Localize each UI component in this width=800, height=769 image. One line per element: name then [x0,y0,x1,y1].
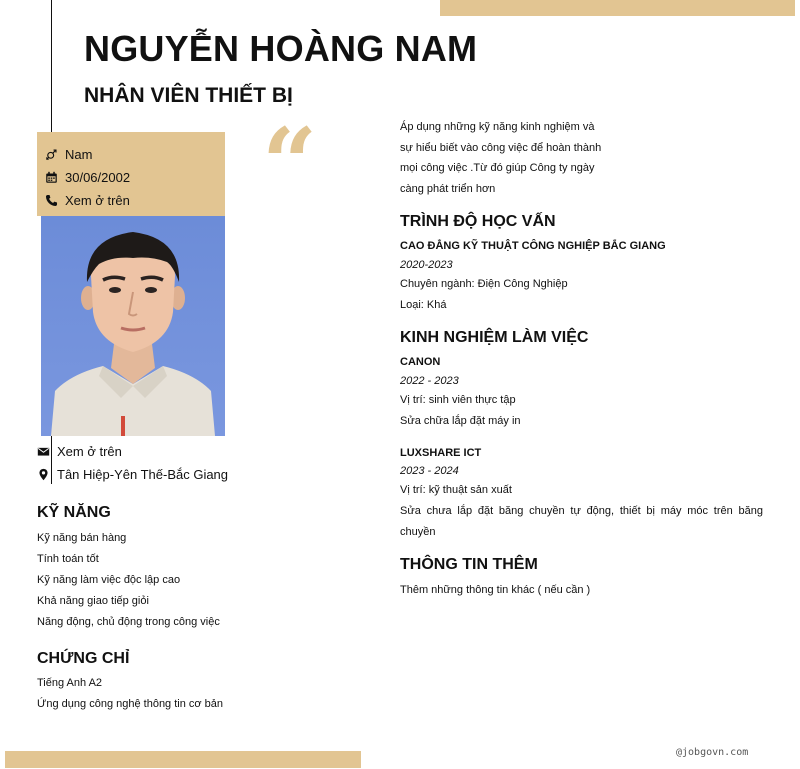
education-school: CAO ĐẲNG KỸ THUẬT CÔNG NGHIỆP BẮC GIANG [400,240,666,252]
certificates-heading: CHỨNG CHỈ [37,650,130,667]
objective-line: Áp dụng những kỹ năng kinh nghiệm và [400,121,595,133]
skill-item: Tính toán tốt [37,553,99,565]
experience-position: Vị trí: sinh viên thực tập [400,394,516,406]
experience-company: CANON [400,356,441,368]
calendar-icon [45,171,58,184]
skills-heading: KỸ NĂNG [37,504,111,521]
candidate-name: NGUYỄN HOÀNG NAM [84,28,478,69]
gender-value: Nam [65,147,93,162]
education-major: Chuyên ngành: Điện Công Nghiệp [400,278,568,290]
experience-heading: KINH NGHIỆM LÀM VIỆC [400,329,589,346]
job-title: NHÂN VIÊN THIẾT BỊ [84,84,293,107]
birthdate-value: 30/06/2002 [65,170,131,185]
objective-line: sự hiểu biết vào công việc để hoàn thành [400,141,602,154]
education-rank: Loại: Khá [400,299,447,311]
quote-mark-icon: “ [262,107,318,220]
experience-period: 2023 - 2024 [400,465,459,477]
profile-photo-image [41,216,225,436]
address-value: Tân Hiệp-Yên Thế-Bắc Giang [57,467,229,482]
envelope-icon [37,445,50,458]
experience-company: LUXSHARE ICT [400,447,482,459]
skill-item: Năng động, chủ động trong công việc [37,616,220,628]
site-credit: @jobgovn.com [676,747,749,758]
address-row [37,467,228,482]
skill-item: Kỹ năng bán hàng [37,532,127,544]
email-row [37,444,122,459]
experience-period: 2022 - 2023 [400,375,459,387]
experience-position: Vị trí: kỹ thuật sản xuất [400,484,512,496]
top-accent-bar [440,0,795,16]
more-info-text: Thêm những thông tin khác ( nếu cần ) [400,584,591,596]
certificate-item: Tiếng Anh A2 [37,677,103,689]
skills-list [37,528,220,633]
skill-item: Khả năng giao tiếp giỏi [37,595,149,607]
certificate-item: Ứng dụng công nghệ thông tin cơ bản [37,698,224,710]
education-period: 2020-2023 [400,259,453,271]
phone-value: Xem ở trên [65,193,130,208]
bottom-accent-bar [5,751,361,768]
objective-line: mọi công việc .Từ đó giúp Công ty ngày [400,162,595,175]
gender-row [37,143,225,166]
more-info-heading: THÔNG TIN THÊM [400,556,538,573]
objective-line: càng phát triển hơn [400,183,496,196]
gender-icon [45,148,58,161]
vertical-divider-top [51,0,52,132]
certificates-list [37,673,223,715]
education-heading: TRÌNH ĐỘ HỌC VẤN [400,213,556,230]
career-objective [400,117,640,200]
location-pin-icon [37,468,50,481]
profile-photo [41,216,225,436]
phone-icon [45,194,58,207]
skill-item: Kỹ năng làm việc độc lập cao [37,574,181,586]
birthdate-row [37,166,225,189]
experience-description: Sửa chữa lắp đặt máy in [400,415,521,427]
phone-row [37,189,225,212]
personal-info-box [37,132,225,216]
experience-description: Sửa chưa lắp đặt băng chuyền tự động, thiết bị máy móc trên băng chuyền [400,505,763,538]
email-value: Xem ở trên [57,444,122,459]
